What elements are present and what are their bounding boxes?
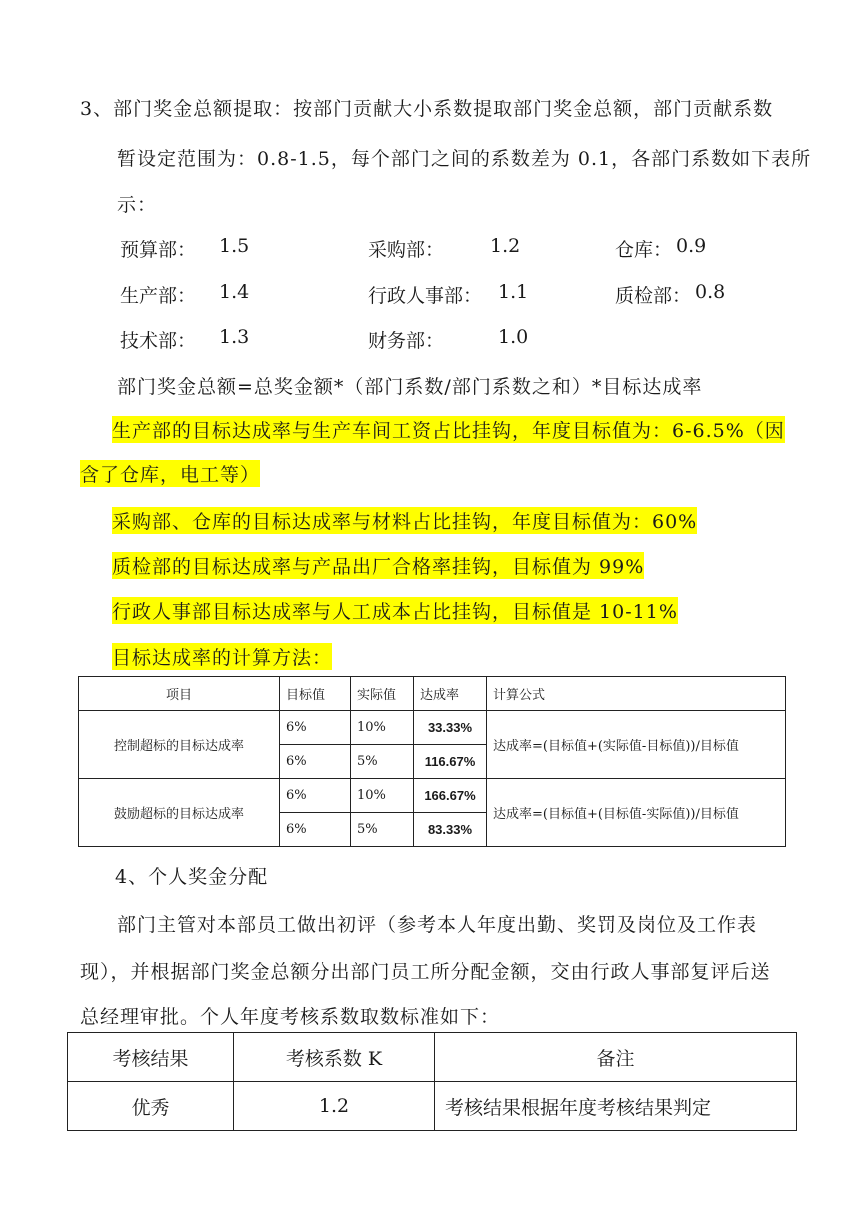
coef-label: 采购部： bbox=[368, 239, 445, 261]
rate-cell: 116.67% bbox=[414, 745, 487, 779]
item-cell: 控制超标的目标达成率 bbox=[79, 711, 280, 779]
highlight-purchasing: 采购部、仓库的目标达成率与材料占比挂钩，年度目标值为：60% bbox=[112, 507, 697, 534]
section4-para-line1: 部门主管对本部员工做出初评（参考本人年度出勤、奖罚及岗位及工作表 bbox=[117, 914, 758, 936]
coefficient-cell: 1.2 bbox=[234, 1082, 435, 1131]
header-note: 备注 bbox=[435, 1033, 797, 1082]
coef-value: 1.5 bbox=[219, 235, 250, 257]
section3-line3: 示： bbox=[117, 194, 158, 216]
coef-value: 1.1 bbox=[498, 281, 529, 303]
coef-label: 预算部： bbox=[120, 239, 197, 261]
target-cell: 6% bbox=[280, 745, 351, 779]
table-header-row bbox=[68, 1033, 797, 1082]
evaluation-table bbox=[67, 1032, 797, 1131]
target-cell: 6% bbox=[280, 813, 351, 847]
note-cell: 考核结果根据年度考核结果判定 bbox=[435, 1082, 797, 1131]
actual-cell: 5% bbox=[351, 813, 414, 847]
actual-cell: 10% bbox=[351, 711, 414, 745]
highlight-quality: 质检部的目标达成率与产品出厂合格率挂钩，目标值为 99% bbox=[112, 552, 644, 579]
coef-label: 技术部： bbox=[120, 330, 197, 352]
rate-cell: 166.67% bbox=[414, 779, 487, 813]
section4-para-line2: 现），并根据部门奖金总额分出部门员工所分配金额，交由行政人事部复评后送 bbox=[80, 961, 771, 983]
coef-value: 0.8 bbox=[695, 281, 726, 303]
coef-value: 1.2 bbox=[490, 235, 521, 257]
coef-value: 0.9 bbox=[676, 235, 707, 257]
actual-cell: 10% bbox=[351, 779, 414, 813]
header-actual: 实际值 bbox=[351, 677, 414, 711]
coef-label: 质检部： bbox=[615, 285, 692, 307]
highlight-method-heading: 目标达成率的计算方法： bbox=[112, 643, 332, 670]
item-cell: 鼓励超标的目标达成率 bbox=[79, 779, 280, 847]
coef-value: 1.0 bbox=[498, 326, 529, 348]
coef-value: 1.3 bbox=[219, 326, 250, 348]
header-target: 目标值 bbox=[280, 677, 351, 711]
table-row bbox=[79, 711, 786, 745]
formula-cell: 达成率=(目标值+(目标值-实际值))/目标值 bbox=[487, 779, 786, 847]
result-cell: 优秀 bbox=[68, 1082, 234, 1131]
actual-cell: 5% bbox=[351, 745, 414, 779]
coef-label: 财务部： bbox=[368, 330, 445, 352]
table-row bbox=[79, 779, 786, 813]
rate-cell: 83.33% bbox=[414, 813, 487, 847]
target-cell: 6% bbox=[280, 779, 351, 813]
table-header-row bbox=[79, 677, 786, 711]
coef-value: 1.4 bbox=[219, 281, 250, 303]
header-formula: 计算公式 bbox=[487, 677, 786, 711]
target-cell: 6% bbox=[280, 711, 351, 745]
table-row bbox=[68, 1082, 797, 1131]
section4-heading: 4、个人奖金分配 bbox=[115, 866, 269, 888]
coef-label: 行政人事部： bbox=[368, 285, 483, 307]
section3-line1: 3、部门奖金总额提取：按部门贡献大小系数提取部门奖金总额，部门贡献系数 bbox=[80, 98, 774, 120]
highlight-production: 生产部的目标达成率与生产车间工资占比挂钩，年度目标值为：6-6.5%（因 bbox=[112, 416, 785, 443]
highlight-admin-hr: 行政人事部目标达成率与人工成本占比挂钩，目标值是 10-11% bbox=[112, 597, 678, 624]
header-rate: 达成率 bbox=[414, 677, 487, 711]
bonus-formula: 部门奖金总额=总奖金额*（部门系数/部门系数之和）*目标达成率 bbox=[117, 376, 703, 398]
coef-label: 生产部： bbox=[120, 285, 197, 307]
rate-table bbox=[78, 676, 786, 847]
section3-line2: 暂设定范围为：0.8-1.5，每个部门之间的系数差为 0.1，各部门系数如下表所 bbox=[117, 148, 812, 170]
rate-cell: 33.33% bbox=[414, 711, 487, 745]
header-result: 考核结果 bbox=[68, 1033, 234, 1082]
highlight-production-cont: 含了仓库，电工等） bbox=[80, 460, 260, 487]
header-item: 项目 bbox=[79, 677, 280, 711]
section4-para-line3: 总经理审批。个人年度考核系数取数标准如下： bbox=[80, 1006, 501, 1028]
formula-cell: 达成率=(目标值+(实际值-目标值))/目标值 bbox=[487, 711, 786, 779]
coef-label: 仓库： bbox=[615, 239, 673, 261]
header-coefficient: 考核系数 K bbox=[234, 1033, 435, 1082]
